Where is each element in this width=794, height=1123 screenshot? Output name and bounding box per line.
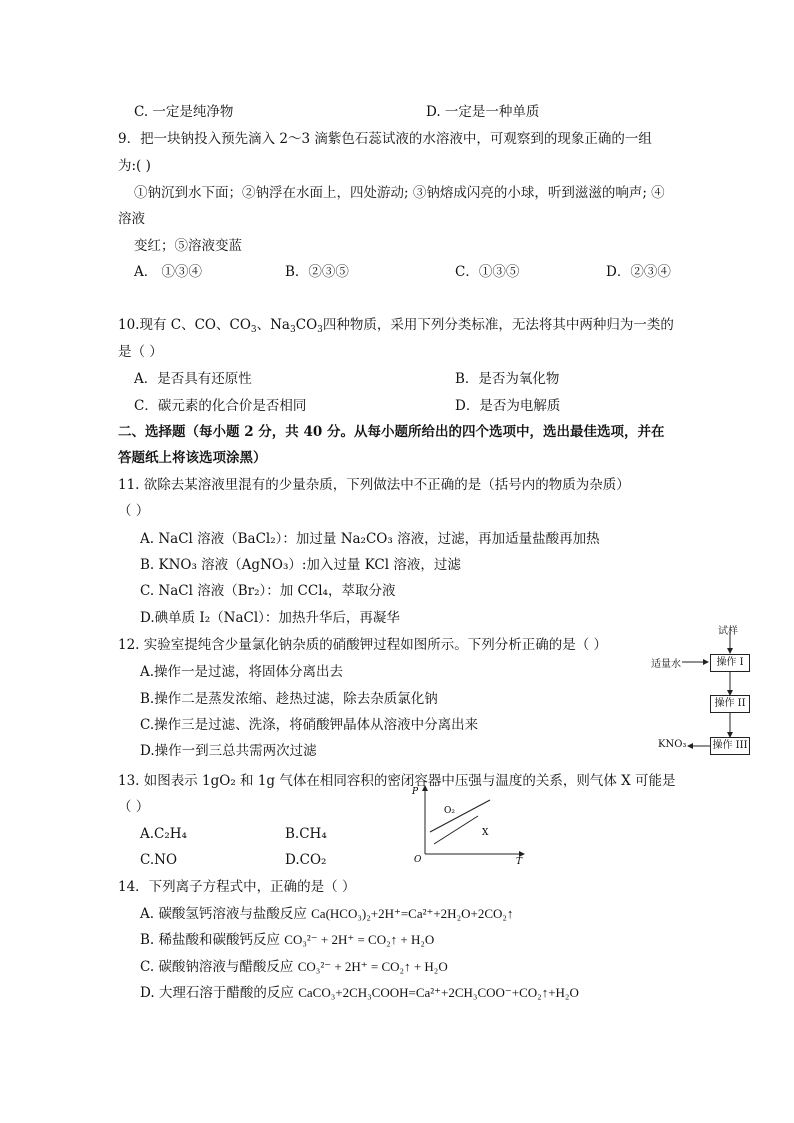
- q14-option-c: C. 碳酸钠溶液与醋酸反应 CO₃²⁻ + 2H⁺ = CO₂↑ + H₂O: [140, 959, 448, 975]
- q14-stem: 14．下列离子方程式中，正确的是（ ）: [118, 879, 356, 895]
- q12-option-d: D.操作一到三总共需两次过滤: [140, 743, 317, 759]
- q10-stem-line1: 10.现有 C、CO、$CO_3$、$Na_3CO_3$四种物质，采用下列分类标准，无法将其中两种归为一类的: [118, 317, 674, 335]
- q9-items-line1: ①钠沉到水下面；②钠浮在水面上，四处游动; ③钠熔成闪亮的小球，听到滋滋的响声; ④: [134, 185, 665, 201]
- q12-stem: 12. 实验室提纯含少量氯化钠杂质的硝酸钾过程如图所示。下列分析正确的是（ ）: [118, 637, 608, 653]
- graph-origin: O: [414, 855, 422, 865]
- q11-option-d: D.碘单质 I₂（NaCl）：加热升华后，再凝华: [140, 610, 400, 626]
- q9-option-a: A． ①③④: [134, 264, 203, 280]
- flow-product-label: KNO₃: [658, 739, 687, 750]
- graph-ylabel: P: [412, 787, 419, 797]
- q14-option-b: B. 稀盐酸和碳酸钙反应 CO₃²⁻ + 2H⁺ = CO₂↑ + H₂O: [140, 932, 435, 948]
- q9-items-line3: 变红；⑤溶液变蓝: [134, 238, 242, 254]
- q12-option-b: B.操作二是蒸发浓缩、趁热过滤，除去杂质氯化钠: [140, 691, 438, 707]
- q9-items-line2: 溶液: [118, 211, 145, 227]
- q13-option-b: B.CH₄: [285, 826, 327, 842]
- q12-option-c: C.操作三是过滤、洗涤，将硝酸钾晶体从溶液中分离出来: [140, 717, 479, 733]
- q11-option-b: B. KNO₃ 溶液（AgNO₃）:加入过量 KCl 溶液，过滤: [140, 557, 461, 573]
- q14-option-d: D. 大理石溶于醋酸的反应 CaCO₃+2CH₃COOH=Ca²⁺+2CH₃COO⁻+CO₂↑+H₂O: [140, 985, 579, 1001]
- q13-option-d: D.CO₂: [285, 852, 327, 868]
- flow-sample-label: 试样: [718, 626, 738, 637]
- q10-option-c: C．碳元素的化合价是否相同: [134, 398, 307, 414]
- flow-op1-box: 操作 I: [710, 654, 750, 672]
- q13-stem-line1: 13. 如图表示 1gO₂ 和 1g 气体在相同容积的密闭容器中压强与温度的关系，则气体 X 可能是: [118, 773, 676, 789]
- graph-line-x-label: X: [482, 828, 489, 838]
- q11-stem-line1: 11. 欲除去某溶液里混有的少量杂质，下列做法中不正确的是（括号内的物质为杂质）: [118, 477, 630, 493]
- q13-option-a: A.C₂H₄: [140, 826, 187, 842]
- flow-water-label: 适量水: [651, 659, 681, 670]
- q13-stem-line2: （ ）: [118, 799, 150, 815]
- q9-option-c: C．①③⑤: [455, 264, 520, 280]
- flow-op3-box: 操作 III: [710, 737, 750, 755]
- q10-option-a: A．是否具有还原性: [134, 371, 252, 387]
- q9-stem-line2: 为:( ): [118, 158, 151, 174]
- graph-xlabel: T: [516, 857, 523, 865]
- q13-option-c: C.NO: [140, 852, 178, 868]
- q8-option-d: D. 一定是一种单质: [426, 104, 540, 120]
- q11-option-a: A. NaCl 溶液（BaCl₂）：加过量 Na₂CO₃ 溶液，过滤，再加适量盐酸再加热: [140, 531, 600, 547]
- graph-line-x: [434, 816, 478, 844]
- q10-option-b: B．是否为氧化物: [455, 371, 560, 387]
- q8-option-c: C. 一定是纯净物: [134, 104, 234, 120]
- q9-option-d: D．②③④: [606, 264, 671, 280]
- section2-heading-line2: 答题纸上将该选项涂黑）: [118, 450, 267, 466]
- q14-option-a: A. 碳酸氢钙溶液与盐酸反应 Ca(HCO₃)₂+2H⁺=Ca²⁺+2H₂O+2CO₂↑: [140, 906, 514, 922]
- q9-option-b: B．②③⑤: [285, 264, 349, 280]
- graph-line-o2-label: O₂: [444, 806, 455, 816]
- q11-stem-line2: （ ）: [118, 503, 150, 519]
- q9-stem-line1: 9．把一块钠投入预先滴入 2～3 滴紫色石蕊试液的水溶液中，可观察到的现象正确的一组: [118, 131, 652, 147]
- q10-stem-line2: 是（ ）: [118, 344, 163, 360]
- q12-option-a: A.操作一是过滤，将固体分离出去: [140, 664, 344, 680]
- flow-op2-box: 操作 II: [710, 695, 750, 713]
- q10-option-d: D．是否为电解质: [455, 398, 561, 414]
- section2-heading-line1: 二、选择题（每小题 2 分，共 40 分。从每小题所给出的四个选项中，选出最佳选项，并在: [118, 424, 665, 440]
- q11-option-c: C. NaCl 溶液（Br₂）：加 CCl₄，萃取分液: [140, 583, 396, 599]
- q13-pressure-temperature-graph: [408, 780, 533, 865]
